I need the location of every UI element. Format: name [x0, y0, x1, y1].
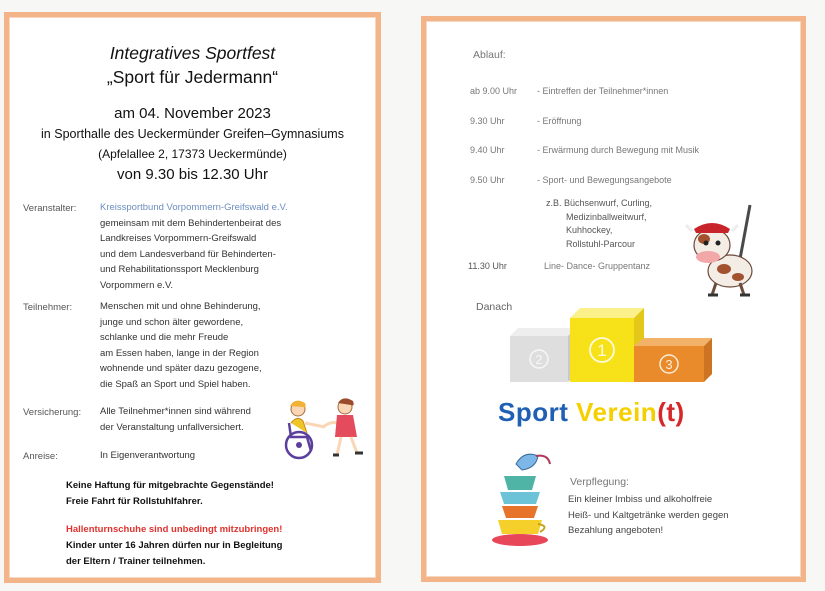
- text-line: Kuhhockey,: [566, 225, 613, 235]
- text-line: und dem Landesverband für Behinderten-: [100, 248, 276, 260]
- schedule-time: ab 9.00 Uhr: [470, 86, 518, 96]
- paren-open: (: [657, 397, 667, 427]
- note-haftung: Keine Haftung für mitgebrachte Gegenstände!: [66, 480, 274, 491]
- schedule-time: 9.40 Uhr: [470, 145, 505, 155]
- anreise-text: In Eigenverantwortung: [100, 450, 196, 461]
- event-venue: in Sporthalle des Ueckermünder Greifen–Gymnasiums: [41, 127, 344, 141]
- text-line: Vorpommern e.V.: [100, 279, 174, 291]
- text-line: am Essen haben, lange in der Region: [100, 347, 259, 359]
- right-page: [421, 16, 806, 582]
- sport-word: Sport: [498, 397, 569, 427]
- teilnehmer-text: [100, 299, 262, 392]
- wheelchair-kids-illustration: [277, 393, 367, 461]
- podium-2-number: 2: [535, 352, 543, 367]
- angebote-list: [546, 197, 652, 251]
- text-line: wohnende und später dazu gezogene,: [100, 363, 262, 374]
- left-page: [4, 12, 381, 583]
- text-line: Heiß- und Kaltgetränke werden gegen: [568, 509, 729, 521]
- podium-3-number: 3: [665, 357, 673, 372]
- text-line: und Rehabilitationssport Mecklenburg: [100, 264, 259, 275]
- text-line: der Veranstaltung unfallversichert.: [100, 421, 244, 433]
- veranstalter-text: [100, 200, 288, 293]
- danach-label: Danach: [476, 301, 513, 313]
- text-line: z.B. Büchsenwurf, Curling,: [546, 198, 653, 208]
- text-line: Bezahlung angeboten!: [568, 525, 664, 536]
- note-kinder-1: Kinder unter 16 Jahren dürfen nur in Begleitung: [66, 540, 283, 551]
- text-line: die Spaß an Sport und Spiel haben.: [100, 378, 251, 390]
- event-date: am 04. November 2023: [114, 105, 271, 122]
- schedule-text: - Eintreffen der Teilnehmer*innen: [537, 86, 669, 96]
- text-line: Alle Teilnehmer*innen sind während: [100, 406, 251, 417]
- schedule-text: Line- Dance- Gruppentanz: [544, 261, 651, 271]
- anreise-label: Anreise:: [23, 451, 58, 462]
- event-time: von 9.30 bis 12.30 Uhr: [117, 166, 268, 183]
- text-line: junge und schon älter gewordene,: [100, 316, 244, 328]
- text-line: Menschen mit und ohne Behinderung,: [100, 301, 261, 312]
- text-line: Landkreises Vorpommern-Greifswald: [100, 233, 257, 244]
- teilnehmer-label: Teilnehmer:: [23, 302, 73, 313]
- text-line: Ein kleiner Imbiss und alkoholfreie: [568, 494, 713, 505]
- event-address: (Apfelallee 2, 17373 Ueckermünde): [98, 147, 287, 161]
- versicherung-label: Versicherung:: [23, 407, 82, 418]
- schedule-time: 11.30 Uhr: [468, 261, 507, 271]
- verein-word: Verein: [576, 397, 658, 427]
- winners-podium: [508, 306, 718, 386]
- note-schuhe: Hallenturnschuhe sind unbedingt mitzubringen!: [66, 524, 283, 535]
- schedule-text: - Sport- und Bewegungsangebote: [537, 175, 672, 185]
- schedule-time: 9.30 Uhr: [470, 116, 505, 126]
- teacup-stack-illustration: [490, 446, 562, 550]
- versicherung-text: [100, 404, 251, 435]
- event-title: Integratives Sportfest: [109, 43, 276, 63]
- event-subtitle: „Sport für Jedermann“: [106, 67, 279, 87]
- ablauf-label: Ablauf:: [473, 49, 506, 61]
- schedule-time: 9.50 Uhr: [470, 175, 505, 185]
- sport-verein-logo: [498, 397, 685, 428]
- text-line: Rollstuhl-Parcour: [566, 238, 636, 249]
- podium-1-number: 1: [597, 341, 607, 360]
- schedule-text: - Eröffnung: [537, 116, 582, 126]
- text-line: Medizinballweitwurf,: [566, 211, 647, 222]
- text-line: Kreissportbund Vorpommern-Greifswald e.V.: [100, 202, 288, 213]
- text-line: schlanke und die mehr Freude: [100, 332, 229, 343]
- schedule-text: - Erwärmung durch Bewegung mit Musik: [537, 145, 700, 155]
- text-line: gemeinsam mit dem Behindertenbeirat des: [100, 217, 282, 229]
- note-fahrt: Freie Fahrt für Rollstuhlfahrer.: [66, 496, 203, 507]
- hockey-cow-illustration: [684, 199, 770, 299]
- verpflegung-label: Verpflegung:: [570, 476, 629, 488]
- t-letter: t: [666, 397, 676, 427]
- paren-close: ): [675, 397, 685, 427]
- verpflegung-text: [568, 492, 729, 539]
- note-kinder-2: der Eltern / Trainer teilnehmen.: [66, 556, 206, 567]
- veranstalter-label: Veranstalter:: [23, 203, 77, 214]
